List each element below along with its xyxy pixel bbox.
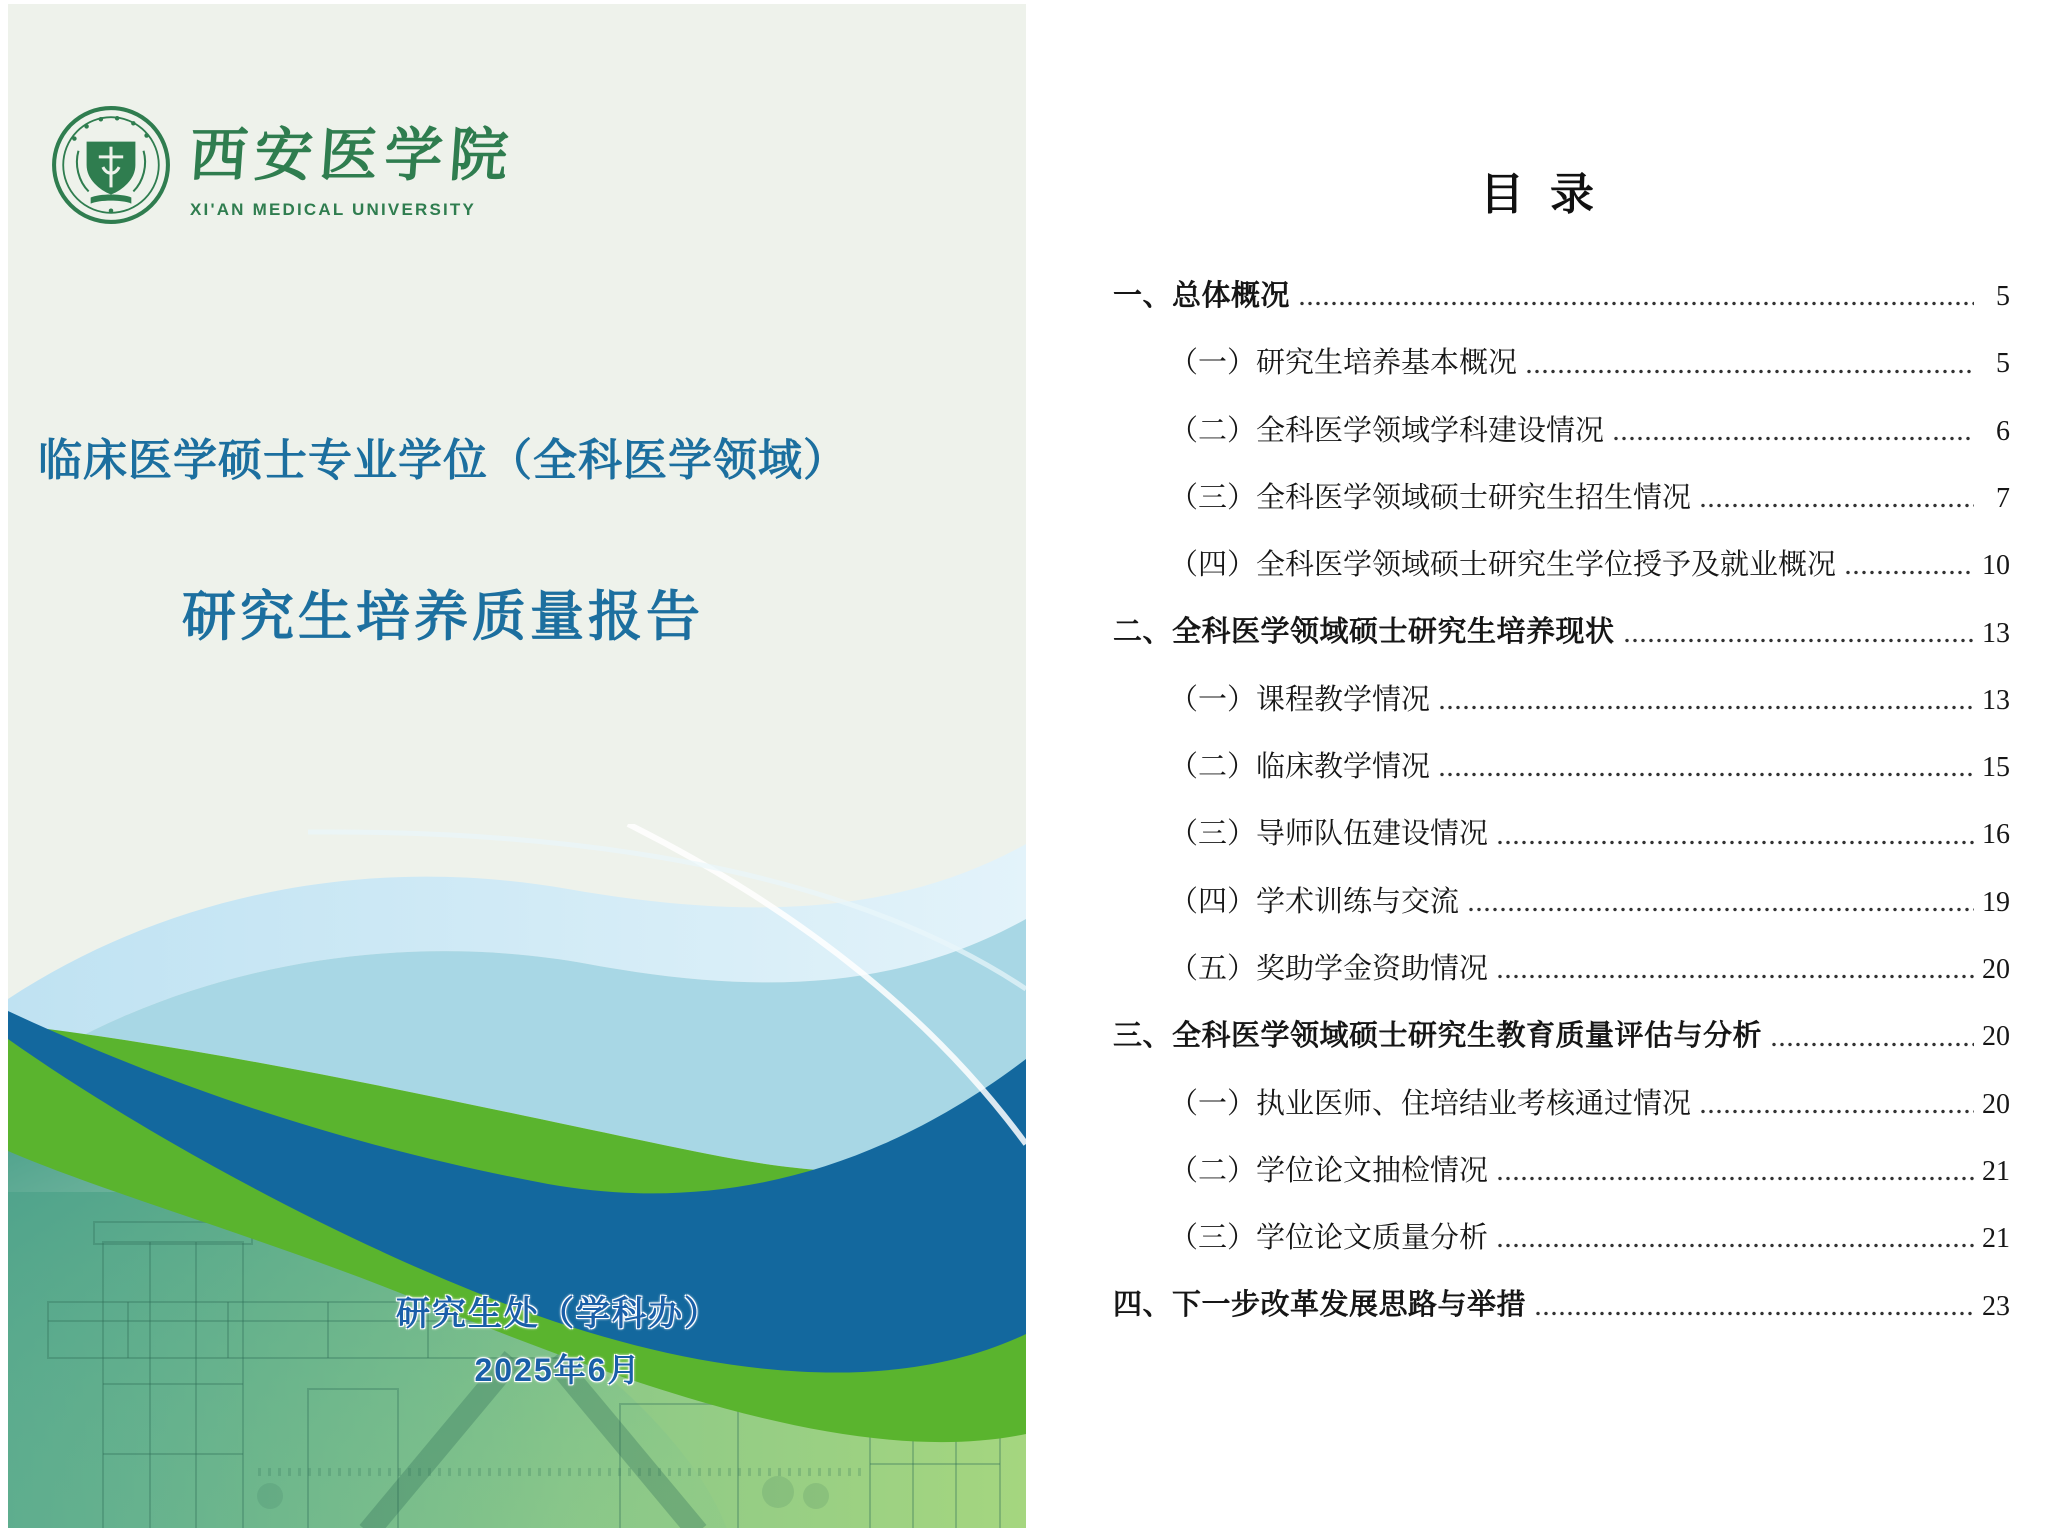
toc-entry[interactable]	[1113, 919, 2010, 986]
toc-entry-label: 三、全科医学领域硕士研究生教育质量评估与分析	[1113, 1020, 1763, 1053]
toc-entry-page: 5	[1996, 348, 2010, 380]
toc-entry-label: 一、总体概况	[1113, 279, 1291, 312]
toc-entry-page: 23	[1982, 1290, 2010, 1322]
cover-page	[8, 4, 1026, 1528]
university-logo	[50, 104, 515, 226]
toc-leader-dots	[1438, 772, 1974, 777]
toc-leader-dots	[1496, 1243, 1974, 1248]
toc-entry-page: 13	[1982, 684, 2010, 716]
toc-entry-page: 16	[1982, 819, 2010, 851]
toc-leader-dots	[1844, 570, 1974, 575]
publication-date: 2025年6月	[474, 1352, 642, 1388]
toc-entry-page: 21	[1982, 1155, 2010, 1187]
report-title	[8, 424, 878, 651]
toc-leader-dots	[1699, 503, 1974, 508]
toc-entry[interactable]	[1113, 448, 2010, 515]
toc-entry[interactable]	[1113, 582, 2010, 649]
toc-entry-page: 10	[1982, 550, 2010, 582]
toc-entry-page: 20	[1982, 954, 2010, 986]
toc-entry[interactable]	[1113, 986, 2010, 1053]
toc-entry-label: （二）临床教学情况	[1169, 751, 1431, 784]
toc-entry-page: 21	[1982, 1223, 2010, 1255]
university-name-cn: 西安医学院	[187, 123, 517, 188]
toc-leader-dots	[1496, 1176, 1974, 1181]
toc-entry[interactable]	[1113, 784, 2010, 851]
issuing-department: 研究生处（学科办）	[396, 1295, 720, 1333]
toc-entry-label: （一）研究生培养基本概况	[1169, 347, 1518, 380]
toc-list	[1113, 246, 2010, 1323]
toc-leader-dots	[1496, 840, 1974, 845]
university-name-en: XI'AN MEDICAL UNIVERSITY	[190, 200, 477, 219]
toc-entry[interactable]	[1113, 852, 2010, 919]
toc-entry[interactable]	[1113, 1121, 2010, 1188]
toc-entry[interactable]	[1113, 717, 2010, 784]
toc-entry-label: （二）学位论文抽检情况	[1169, 1154, 1489, 1187]
toc-leader-dots	[1699, 1109, 1974, 1114]
toc-entry-page: 20	[1982, 1088, 2010, 1120]
toc-entry-page: 13	[1982, 617, 2010, 649]
toc-entry-label: 四、下一步改革发展思路与举措	[1113, 1289, 1527, 1322]
report-title-line1: 临床医学硕士专业学位（全科医学领域）	[38, 436, 848, 485]
toc-entry-label: （三）学位论文质量分析	[1169, 1222, 1489, 1255]
toc-leader-dots	[1534, 1311, 1974, 1316]
toc-leader-dots	[1467, 907, 1974, 912]
toc-entry-page: 15	[1982, 752, 2010, 784]
toc-entry-label: （五）奖助学金资助情况	[1169, 952, 1489, 985]
toc-entry[interactable]	[1113, 381, 2010, 448]
toc-entry-label: （一）执业医师、住培结业考核通过情况	[1169, 1087, 1692, 1120]
toc-entry-label: （四）学术训练与交流	[1169, 885, 1460, 918]
toc-page	[1026, 0, 2048, 1535]
report-title-line2: 研究生培养质量报告	[182, 587, 704, 647]
toc-entry-page: 5	[1996, 281, 2010, 313]
toc-entry-label: （一）课程教学情况	[1169, 683, 1431, 716]
toc-leader-dots	[1525, 369, 1974, 374]
toc-entry-label: （三）导师队伍建设情况	[1169, 818, 1489, 851]
toc-leader-dots	[1612, 436, 1974, 441]
toc-entry-page: 7	[1996, 483, 2010, 514]
toc-entry-label: （三）全科医学领域硕士研究生招生情况	[1169, 481, 1692, 514]
toc-entry[interactable]	[1113, 1255, 2010, 1322]
toc-entry[interactable]	[1113, 650, 2010, 717]
toc-leader-dots	[1623, 638, 1974, 643]
toc-entry-label: 二、全科医学领域硕士研究生培养现状	[1113, 616, 1615, 649]
toc-entry-label: （四）全科医学领域硕士研究生学位授予及就业概况	[1169, 549, 1837, 582]
university-seal-icon	[50, 104, 172, 226]
toc-title: 目录	[1480, 170, 1620, 219]
toc-leader-dots	[1438, 705, 1974, 710]
toc-entry-page: 20	[1982, 1021, 2010, 1053]
cover-wave-art	[8, 824, 1026, 1528]
toc-entry[interactable]	[1113, 1054, 2010, 1121]
toc-entry[interactable]	[1113, 515, 2010, 582]
toc-leader-dots	[1496, 974, 1974, 979]
toc-entry-page: 19	[1982, 886, 2010, 918]
toc-entry[interactable]	[1113, 246, 2010, 313]
cover-footer	[98, 1286, 1018, 1391]
toc-leader-dots	[1770, 1042, 1974, 1047]
toc-leader-dots	[1298, 301, 1974, 306]
toc-entry-page: 6	[1996, 415, 2010, 447]
toc-entry-label: （二）全科医学领域学科建设情况	[1169, 414, 1605, 447]
toc-entry[interactable]	[1113, 313, 2010, 380]
toc-entry[interactable]	[1113, 1188, 2010, 1255]
